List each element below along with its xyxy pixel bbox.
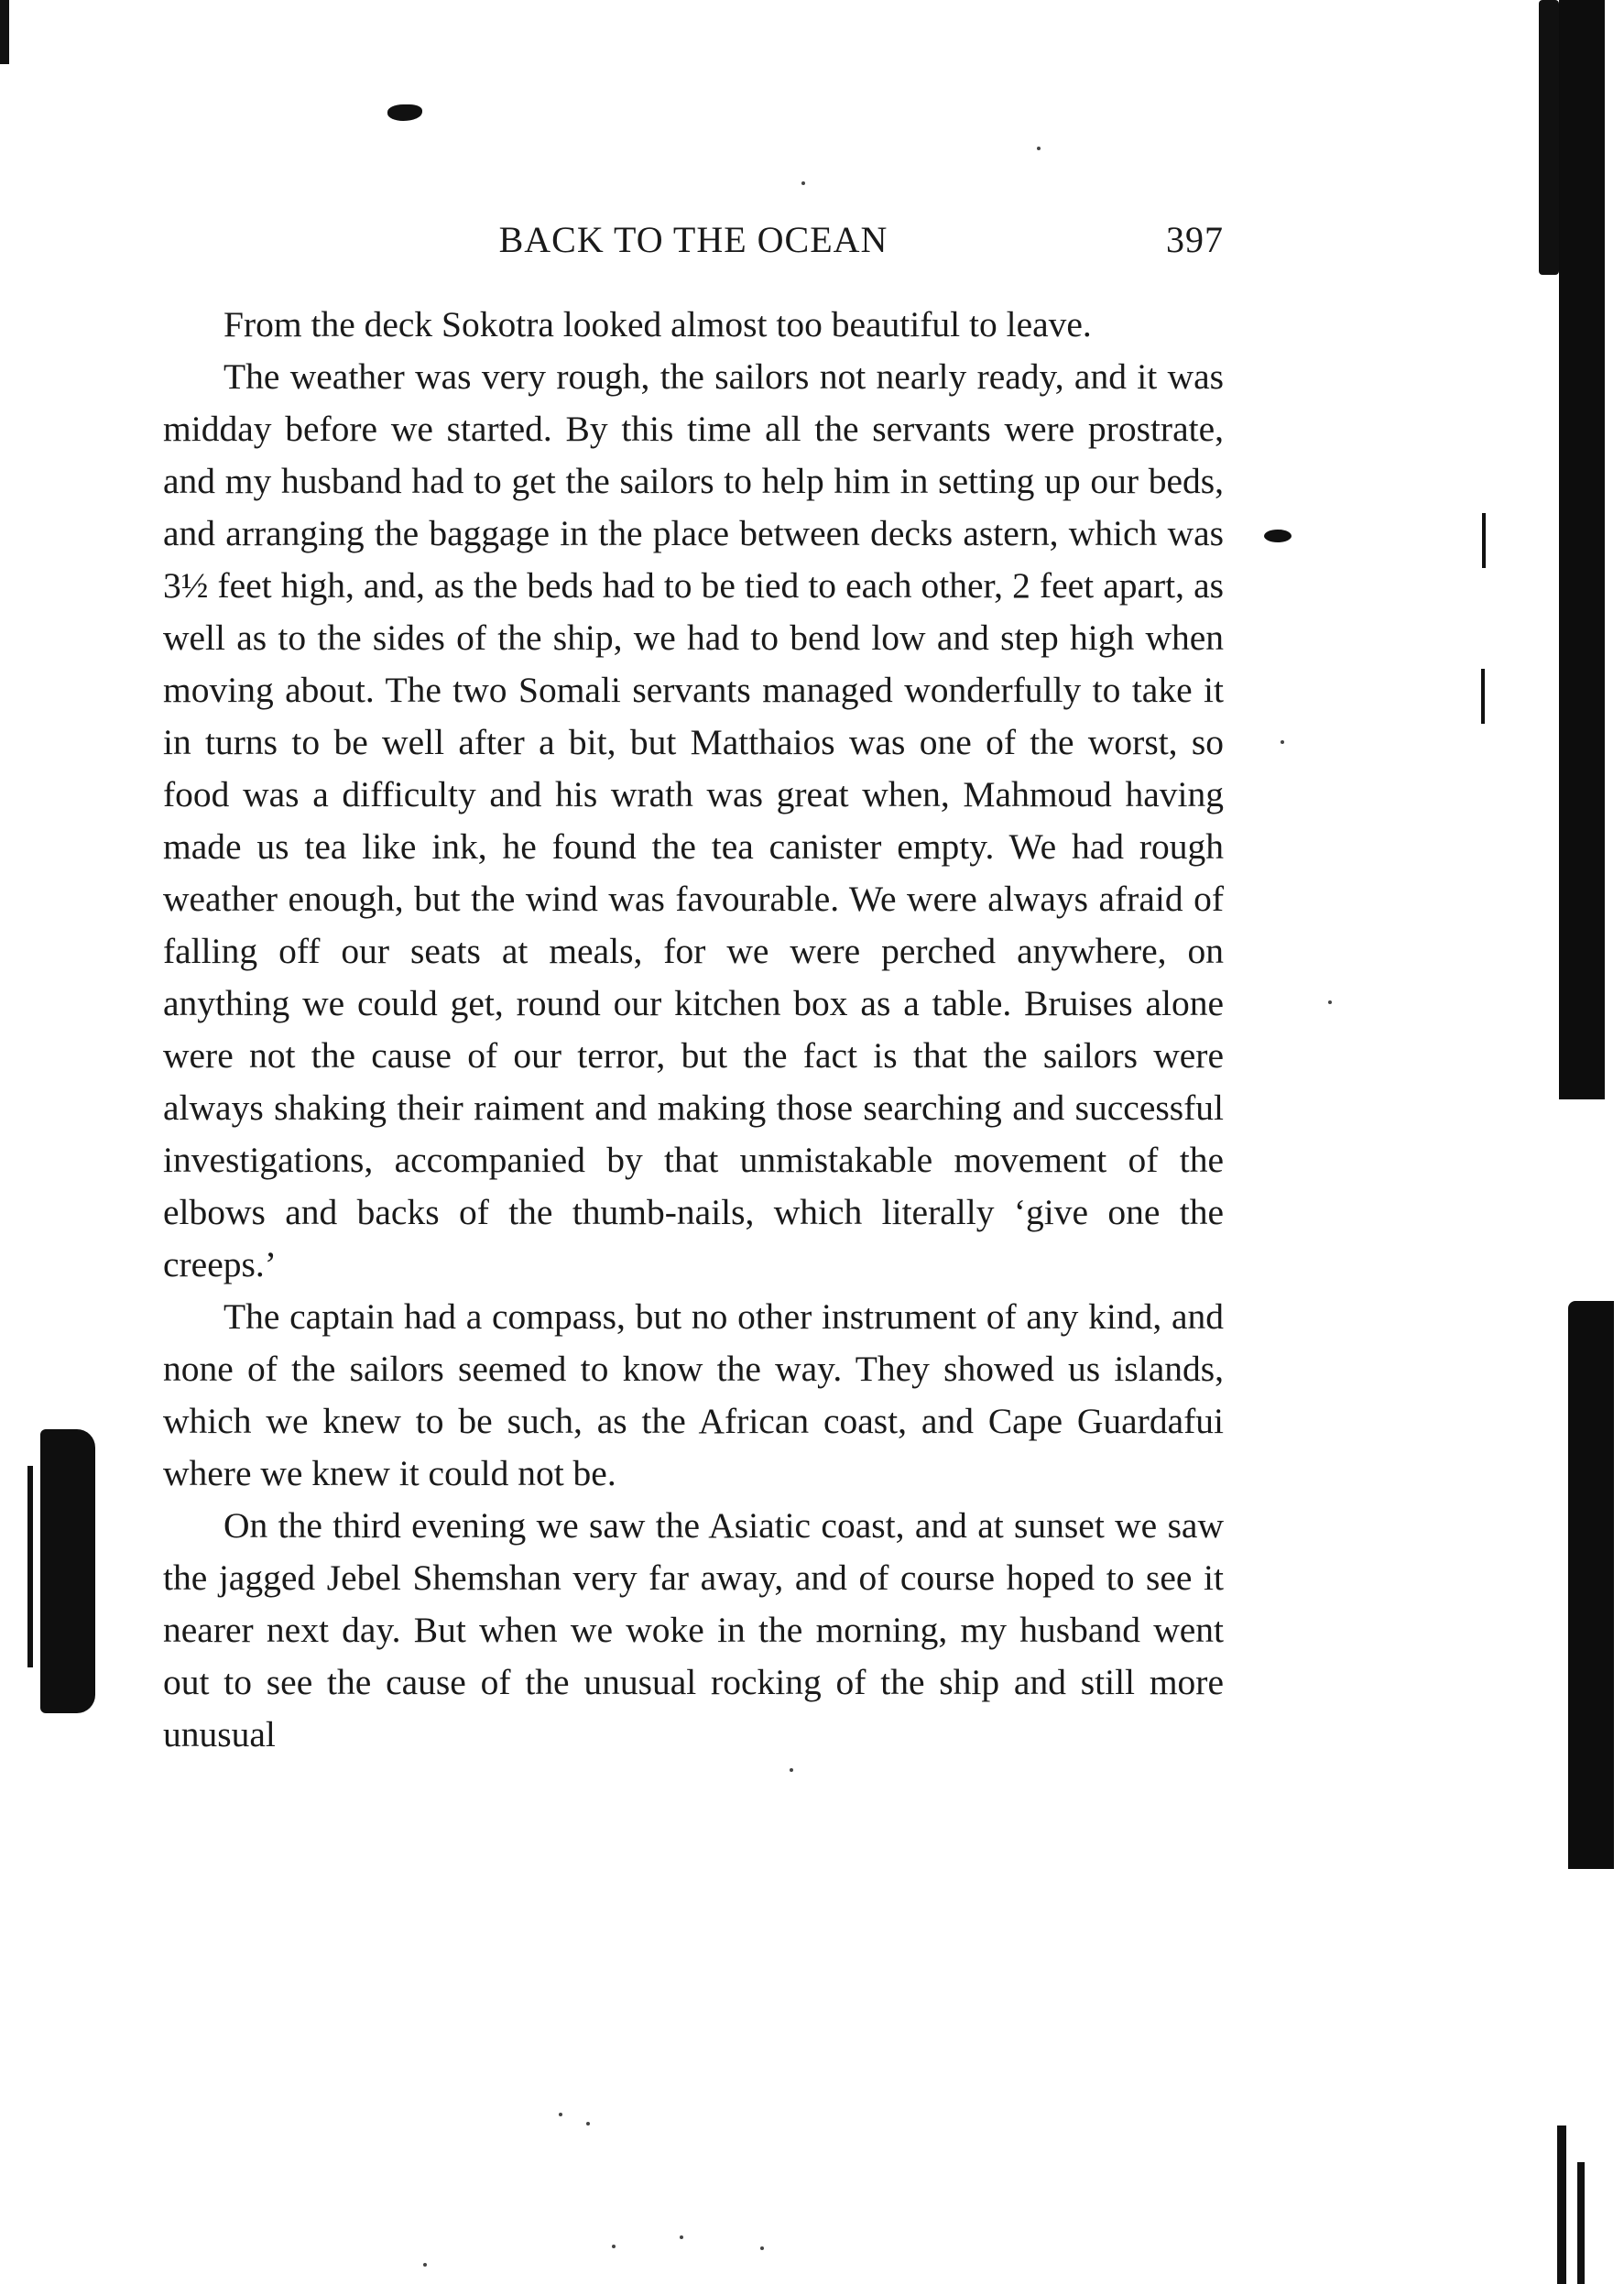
page-number: 397 (1166, 219, 1224, 260)
scan-edge-mark (1482, 513, 1486, 568)
scan-edge-shadow (1539, 0, 1559, 275)
ink-blot (1264, 530, 1292, 542)
scan-edge-shadow (1568, 1301, 1614, 1869)
scan-edge-shadow (40, 1429, 95, 1713)
scan-edge-mark (0, 0, 9, 64)
scan-edge-shadow (27, 1466, 33, 1667)
paragraph: The weather was very rough, the sailors not nearly ready, and it was midday before we started. By this time all the servants were prostrate, and my husband had to get the sailors to help him in setting up our beds, and arranging the baggage in the place between decks astern, which was 3½ feet high, and, as the beds had to be tied to each other, 2 feet apart, as well as to the sides of the ship, we had to bend low and step high when moving about. The two Somali servants managed wonderfully to take it in turns to be well after a bit, but Matthaios was one of the worst, so food was a difficulty and his wrath was great when, Mahmoud having made us tea like ink, he found the tea canister empty. We had rough weather enough, but the wind was favourable. We were always afraid of falling off our seats at meals, for we were perched anywhere, on anything we could get, round our kitchen box as a table. Bruises alone were not the cause of our terror, but the fact is that the sailors were always shaking their raiment and making those searching and successful investigations, accompanied by that unmistakable movement of the elbows and backs of the thumb-nails, which literally ‘give one the creeps.’ (163, 356, 1224, 1284)
paragraph: On the third evening we saw the Asiatic coast, and at sunset we saw the jagged Jebel Shemshan very far away, and of course hoped to see it nearer next day. But when we woke in the morning, my husband went out to see the cause of the unusual rocking of the ship and still more unusual (163, 1505, 1224, 1754)
body-text (163, 299, 1224, 1761)
running-header (163, 218, 1224, 264)
paragraph: The captain had a compass, but no other instrument of any kind, and none of the sailors seemed to know the way. They showed us islands, which we knew to be such, as the African coast, and Cape Guardafui where we knew it could not be. (163, 1296, 1224, 1493)
scan-edge-shadow (1559, 0, 1605, 1099)
ink-blot (387, 104, 422, 121)
scan-edge-shadow (1577, 2162, 1585, 2284)
running-title: BACK TO THE OCEAN (498, 219, 888, 260)
scan-edge-mark (1481, 669, 1485, 724)
paragraph: From the deck Sokotra looked almost too beautiful to leave. (223, 304, 1092, 344)
scan-edge-shadow (1557, 2126, 1566, 2284)
